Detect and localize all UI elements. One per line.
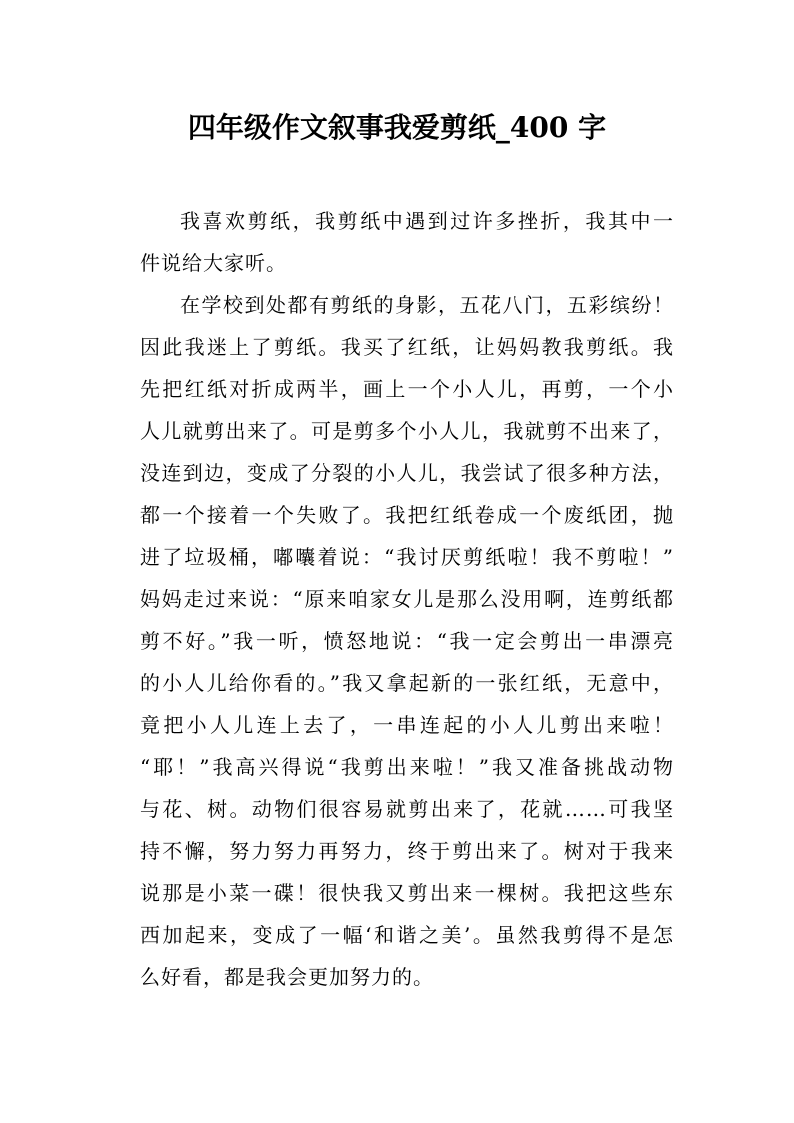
text-line: 件说给大家听。 [140, 251, 287, 275]
essay-body [140, 200, 674, 998]
text-line: 人儿就剪出来了。可是剪多个小人儿，我就剪不出来了， [140, 419, 674, 443]
text-line: “耶！”我高兴得说“我剪出来啦！”我又准备挑战动物 [140, 755, 674, 779]
text-line: 的小人儿给你看的。”我又拿起新的一张红纸，无意中， [140, 671, 674, 695]
text-line: 西加起来，变成了一幅‘和谐之美’。虽然我剪得不是怎 [140, 923, 674, 947]
text-line: 持不懈，努力努力再努力，终于剪出来了。树对于我来 [140, 839, 674, 863]
text-line: 在学校到处都有剪纸的身影，五花八门，五彩缤纷！ [180, 293, 674, 317]
text-line: 剪不好。”我一听，愤怒地说：“我一定会剪出一串漂亮 [140, 629, 674, 653]
text-line: 进了垃圾桶，嘟囔着说：“我讨厌剪纸啦！我不剪啦！” [140, 545, 674, 569]
text-line: 没连到边，变成了分裂的小人儿，我尝试了很多种方法， [140, 461, 674, 485]
text-line: 么好看，都是我会更加努力的。 [140, 965, 434, 989]
paragraph-2 [140, 284, 674, 998]
document-title: 四年级作文叙事我爱剪纸_400 字 [187, 111, 607, 144]
text-line: 妈妈走过来说：“原来咱家女儿是那么没用啊，连剪纸都 [140, 587, 674, 611]
text-line: 我喜欢剪纸，我剪纸中遇到过许多挫折，我其中一 [180, 209, 674, 233]
text-line: 与花、树。动物们很容易就剪出来了，花就……可我坚 [140, 797, 674, 821]
text-line: 说那是小菜一碟！很快我又剪出来一棵树。我把这些东 [140, 881, 674, 905]
text-line: 都一个接着一个失败了。我把红纸卷成一个废纸团，抛 [140, 503, 674, 527]
text-line: 因此我迷上了剪纸。我买了红纸，让妈妈教我剪纸。我 [140, 335, 674, 359]
text-line: 竟把小人儿连上去了，一串连起的小人儿剪出来啦！ [140, 713, 674, 737]
text-line: 先把红纸对折成两半，画上一个小人儿，再剪，一个小 [140, 377, 674, 401]
paragraph-1 [140, 200, 674, 284]
